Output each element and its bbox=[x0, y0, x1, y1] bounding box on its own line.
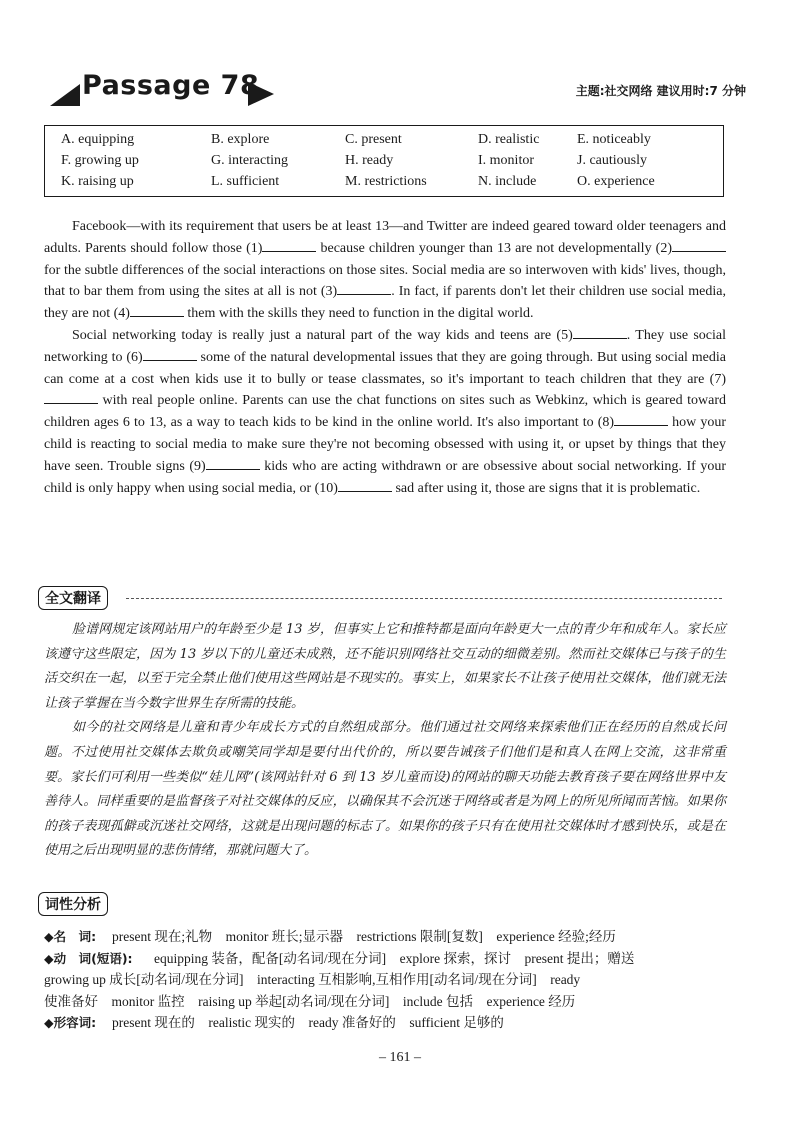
option-a: A. equipping bbox=[61, 132, 135, 147]
passage-title: Passage 78 bbox=[82, 70, 260, 101]
vocab-adj-row bbox=[44, 1012, 734, 1034]
option-b: B. explore bbox=[211, 132, 270, 147]
passage-text-run: kids who are acting withdrawn or are obsessive about social networking. If your child is only happy when using social media, or (10) bbox=[44, 458, 726, 496]
word-bank bbox=[44, 125, 724, 197]
option-d: D. realistic bbox=[478, 132, 540, 147]
passage-text-run: . In fact, if parents don't let their children use social media, they are not (4) bbox=[44, 284, 727, 322]
option-o: O. experience bbox=[577, 174, 655, 189]
passage-text-run: with real people online. Parents can use the chat functions on sites such as Webkinz, which is geared toward children ages 6 to 13, as a way to teach kids to be kind in the online world. It's also important to (8) bbox=[44, 393, 726, 431]
left-triangle-icon bbox=[50, 84, 80, 106]
passage-text-run: Social networking today is really just a natural part of the way kids and teens are (5) bbox=[72, 327, 573, 343]
passage-text-run: them with the skills they need to function in the digital world. bbox=[183, 306, 534, 322]
translation-paragraph-2: 如今的社交网络是儿童和青少年成长方式的自然组成部分。他们通过社交网络来探索他们正在经历的自然成长问题。不过使用社交媒体去欺负或嘲笑同学却是要付出代价的，所以要告诫孩子们他们是和真人在网上交流，这非常重要。家长们可利用一些类似“娃儿网”(该网站针对 6 到 13 岁儿童而设)的网站的聊天功能去教育孩子要在网络世界中友善待人。同样重要的是监督孩子对社交媒体的反应，以确保其不会沉迷于网络或者是为网上的所见所闻而苦恼。如果你的孩子表现孤僻或沉迷社交网络，这就是出现问题的标志了。如果你的孩子只有在使用社交媒体时才感到快乐，或是在使用之后出现明显的悲伤情绪，那就问题大了。 bbox=[44, 720, 726, 859]
blank-4 bbox=[130, 304, 184, 317]
blank-3 bbox=[337, 282, 391, 295]
passage-paragraph-2 bbox=[44, 325, 726, 499]
passage-text-run: how your child is reacting to social media to make sure they're not becoming obsessed with using it, or upset by things that they have seen. Trouble signs (9) bbox=[44, 415, 726, 474]
section-divider bbox=[126, 598, 722, 599]
option-h: H. ready bbox=[345, 153, 394, 168]
passage-text-run: for the subtle differences of the social interactions on those sites. Social media are so interwoven with kids' lives, though, that to bar them from using the sites at all is not (3) bbox=[44, 262, 726, 300]
passage-text-run: . They use social networking to (6) bbox=[44, 327, 726, 365]
option-m: M. restrictions bbox=[345, 174, 427, 189]
blank-6 bbox=[143, 348, 197, 361]
adj-content: present 现在的 realistic 现实的 ready 准备好的 sufficient 足够的 bbox=[112, 1015, 504, 1030]
vocab-verb-row-2 bbox=[44, 969, 734, 991]
passage-text-run: Facebook—with its requirement that users be at least 13—and Twitter are indeed geared toward older teenagers and adults. Parents should follow those (1) bbox=[44, 219, 726, 256]
passage-text-run: sad after using it, those are signs that it is problematic. bbox=[391, 480, 701, 496]
option-i: I. monitor bbox=[478, 153, 534, 168]
vocab-verb-row-3 bbox=[44, 991, 734, 1013]
noun-content: present 现在;礼物 monitor 班长;显示器 restrictions 限制[复数] experience 经验;经历 bbox=[112, 929, 616, 944]
option-c: C. present bbox=[345, 132, 402, 147]
option-j: J. cautiously bbox=[577, 153, 647, 168]
translation-text bbox=[44, 618, 726, 864]
blank-8 bbox=[614, 413, 668, 426]
option-g: G. interacting bbox=[211, 153, 288, 168]
passage-text bbox=[44, 216, 726, 499]
blank-9 bbox=[206, 457, 260, 470]
noun-label: ◆名 词: bbox=[44, 929, 97, 944]
verb-label: ◆动 词(短语): bbox=[44, 950, 133, 966]
vocab-label: 词性分析 bbox=[38, 892, 108, 916]
right-triangle-icon bbox=[248, 82, 274, 106]
option-l: L. sufficient bbox=[211, 174, 280, 189]
page-number: – 161 – bbox=[379, 1050, 421, 1065]
vocab-verb-row bbox=[44, 948, 734, 970]
verb-content-2: growing up 成长[动名词/现在分词] interacting 互相影响,互相作用[动名词/现在分词] ready bbox=[44, 972, 581, 987]
blank-7 bbox=[44, 391, 98, 404]
adj-label: ◆形容词: bbox=[44, 1015, 97, 1030]
verb-content-3: 使准备好 monitor 监控 raising up 举起[动名词/现在分词] include 包括 experience 经历 bbox=[44, 993, 576, 1009]
passage-paragraph-1 bbox=[44, 216, 726, 325]
vocab-analysis bbox=[44, 926, 734, 1034]
option-f: F. growing up bbox=[61, 153, 139, 168]
verb-content-1: equipping 装备，配备[动名词/现在分词] explore 探索，探讨 present 提出；赠送 bbox=[154, 950, 635, 966]
option-k: K. raising up bbox=[61, 174, 134, 189]
theme-line: 主题:社交网络 建议用时:7 分钟 bbox=[575, 84, 746, 98]
vocab-noun-row bbox=[44, 926, 734, 948]
option-n: N. include bbox=[478, 174, 537, 189]
blank-2 bbox=[672, 239, 726, 252]
passage-text-run: because children younger than 13 are not developmentally (2) bbox=[316, 240, 672, 256]
passage-text-run: some of the natural developmental issues that they are going through. But using social media can come at a cost when kids use it to bully or tease classmates, so it's important to teach children that they are (7) bbox=[44, 349, 727, 387]
blank-5 bbox=[573, 326, 627, 339]
translation-label: 全文翻译 bbox=[38, 586, 108, 610]
option-e: E. noticeably bbox=[577, 132, 651, 147]
translation-paragraph-1: 脸谱网规定该网站用户的年龄至少是 13 岁，但事实上它和推特都是面向年龄更大一点的青少年和成年人。家长应该遵守这些限定，因为 13 岁以下的儿童还未成熟，还不能识别网络社交互动的细微差别。然而社交媒体已与孩子的生活交织在一起，以至于完全禁止他们使用这些网站是不现实的。事实上，如果家长不让孩子使用社交媒体，他们就无法让孩子掌握在当今数字世界生存所需的技能。 bbox=[44, 622, 726, 711]
blank-10 bbox=[338, 479, 392, 492]
blank-1 bbox=[262, 239, 316, 252]
passage-header bbox=[46, 68, 746, 114]
